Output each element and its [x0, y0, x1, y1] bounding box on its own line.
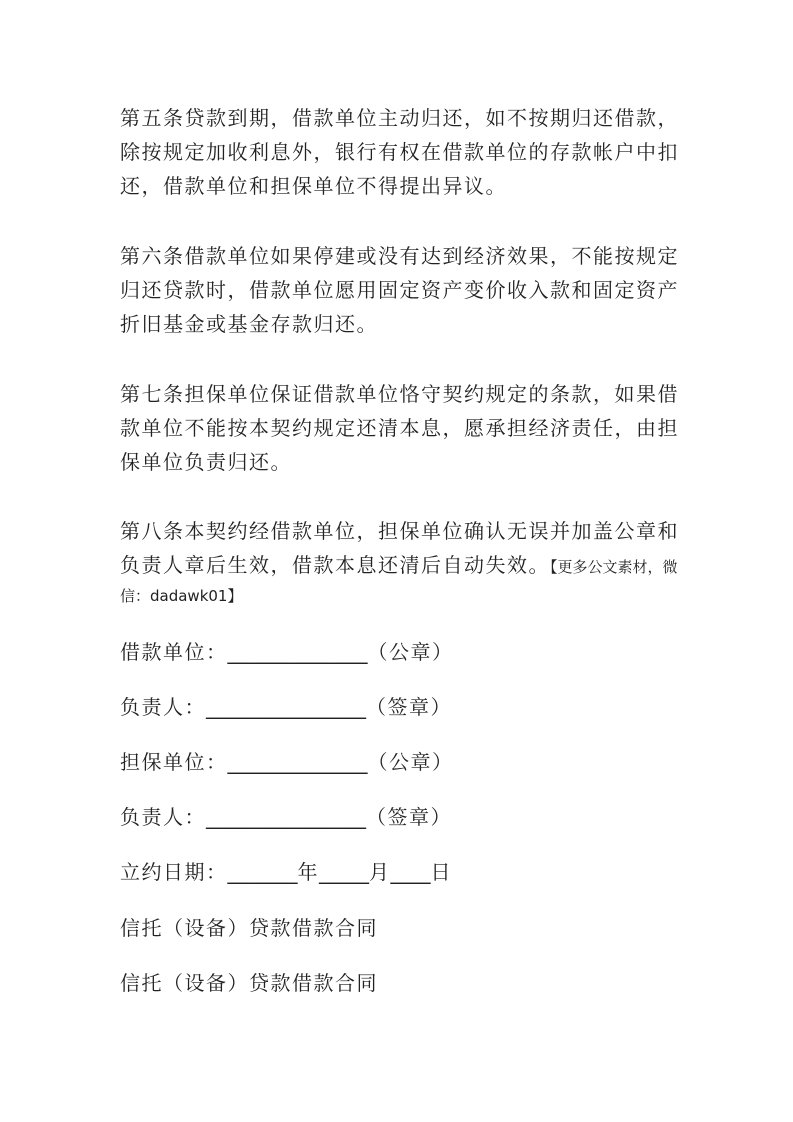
guarantor-signature-line [120, 747, 454, 777]
contract-date-line [120, 857, 452, 887]
article-5 [120, 101, 680, 203]
promo-note-part1: 【更多公文素材，微 [550, 558, 678, 576]
borrower-label: 借款单位： [120, 640, 228, 664]
guarantor-rep-blank: ________________ [206, 805, 366, 829]
date-year-unit: 年 [297, 860, 319, 884]
borrower-signature-line [120, 637, 454, 667]
article-8 [120, 514, 680, 608]
date-day-unit: 日 [430, 860, 452, 884]
contract-title-1: 信托（设备）贷款借款合同 [120, 916, 378, 940]
borrower-seal-note: （公章） [367, 640, 454, 664]
borrower-rep-label: 负责人： [120, 695, 206, 719]
article-7-line-2: 款单位不能按本契约规定还清本息，愿承担经济责任，由担 [120, 416, 679, 440]
article-8-line-1: 第八条本契约经借款单位，担保单位确认无误并加盖公章和 [120, 519, 679, 543]
date-day-blank: ____ [390, 860, 431, 884]
article-7-line-1: 第七条担保单位保证借款单位恪守契约规定的条款，如果借 [120, 382, 679, 406]
guarantor-rep-signature-line [120, 802, 452, 832]
article-6 [120, 239, 680, 341]
borrower-rep-blank: ________________ [206, 695, 366, 719]
promo-note-part2: 信：dadawk01】 [120, 587, 243, 605]
date-year-blank: _______ [227, 860, 298, 884]
article-5-line-2: 除按规定加收利息外，银行有权在借款单位的存款帐户中扣 [120, 140, 679, 164]
contract-title-2: 信托（设备）贷款借款合同 [120, 971, 378, 995]
article-8-line-2-text: 负责人章后生效，借款本息还清后自动失效。 [120, 553, 550, 577]
guarantor-label: 担保单位： [120, 750, 228, 774]
article-6-line-2: 归还贷款时，借款单位愿用固定资产变价收入款和固定资产 [120, 278, 679, 302]
article-7-line-3: 保单位负责归还。 [120, 450, 292, 474]
article-6-line-3: 折旧基金或基金存款归还。 [120, 312, 378, 336]
article-7 [120, 377, 680, 479]
borrower-blank: ______________ [227, 640, 368, 664]
guarantor-blank: ______________ [227, 750, 368, 774]
guarantor-rep-label: 负责人： [120, 805, 206, 829]
article-5-line-3: 还，借款单位和担保单位不得提出异议。 [120, 174, 507, 198]
article-6-line-1: 第六条借款单位如果停建或没有达到经济效果，不能按规定 [120, 244, 679, 268]
borrower-rep-seal-note: （签章） [366, 695, 452, 719]
guarantor-seal-note: （公章） [367, 750, 454, 774]
date-label: 立约日期： [120, 860, 228, 884]
date-month-blank: _____ [319, 860, 369, 884]
article-5-line-1: 第五条贷款到期，借款单位主动归还，如不按期归还借款， [120, 106, 679, 130]
borrower-rep-signature-line [120, 692, 452, 722]
guarantor-rep-seal-note: （签章） [366, 805, 452, 829]
date-month-unit: 月 [369, 860, 391, 884]
article-8-line-2 [120, 548, 680, 584]
